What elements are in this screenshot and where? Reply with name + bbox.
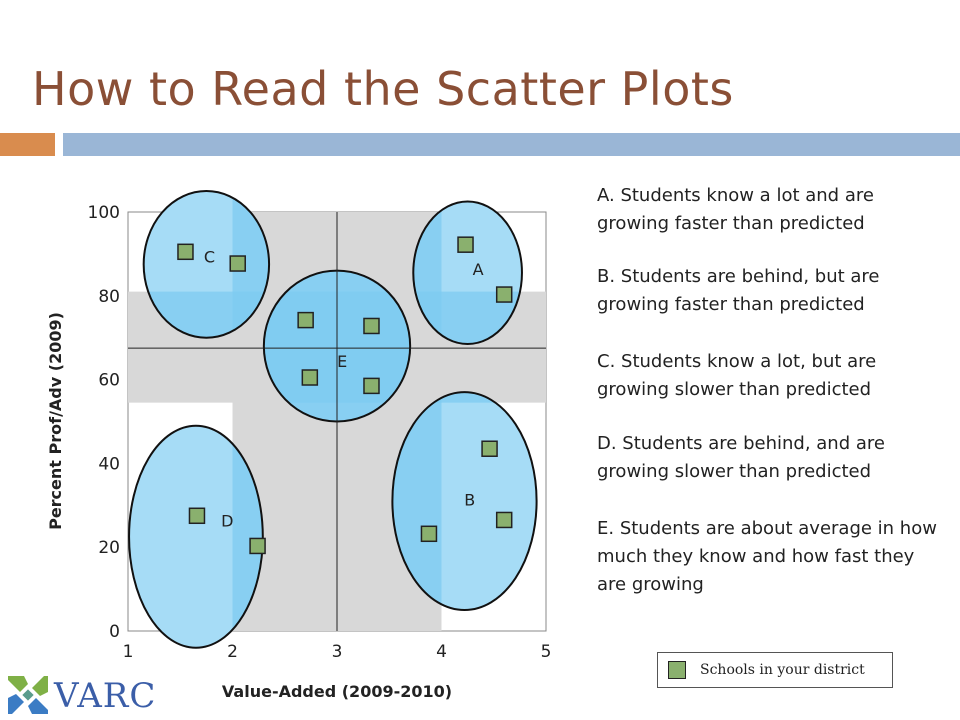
page-title: How to Read the Scatter Plots [32, 62, 734, 116]
data-point [421, 526, 436, 541]
legend-label: Schools in your district [700, 662, 865, 678]
region-label-a: A [472, 259, 484, 279]
data-point [458, 237, 473, 252]
y-tick-label: 40 [98, 454, 120, 475]
data-point [230, 256, 245, 271]
data-point [482, 441, 497, 456]
description-a: A. Students know a lot and are growing faster than predicted [597, 185, 874, 234]
varc-logo-text: VARC [54, 676, 157, 716]
description-e: E. Students are about average in how much they know and how fast they are growing [597, 518, 937, 595]
data-point [497, 512, 512, 527]
data-point [189, 508, 204, 523]
data-point [364, 378, 379, 393]
chart-legend [657, 652, 893, 688]
y-axis-label: Percent Prof/Adv (2009) [46, 312, 65, 530]
y-tick-label: 20 [98, 538, 120, 559]
x-tick-label: 1 [122, 642, 134, 662]
x-tick-label: 5 [540, 642, 552, 662]
x-axis-label: Value-Added (2009-2010) [221, 682, 453, 701]
description-b: B. Students are behind, but are growing faster than predicted [597, 266, 880, 315]
region-label-b: B [464, 490, 476, 510]
x-tick-label: 2 [227, 642, 238, 662]
x-tick-label: 4 [436, 642, 447, 662]
legend-marker [668, 661, 686, 679]
y-tick-label: 60 [98, 370, 120, 391]
data-point [178, 244, 193, 259]
data-point [302, 370, 317, 385]
y-tick-label: 0 [109, 622, 120, 642]
y-tick-label: 100 [87, 203, 120, 223]
data-point [250, 538, 265, 553]
data-point [497, 287, 512, 302]
region-label-d: D [221, 511, 234, 531]
description-d: D. Students are behind, and are growing slower than predicted [597, 433, 885, 482]
data-point [298, 313, 313, 328]
region-label-e: E [337, 352, 348, 372]
description-c: C. Students know a lot, but are growing slower than predicted [597, 351, 877, 400]
x-tick-label: 3 [331, 642, 343, 662]
varc-logo-icon [4, 672, 52, 718]
y-tick-label: 80 [98, 286, 120, 307]
region-label-c: C [203, 247, 216, 267]
data-point [364, 318, 379, 333]
